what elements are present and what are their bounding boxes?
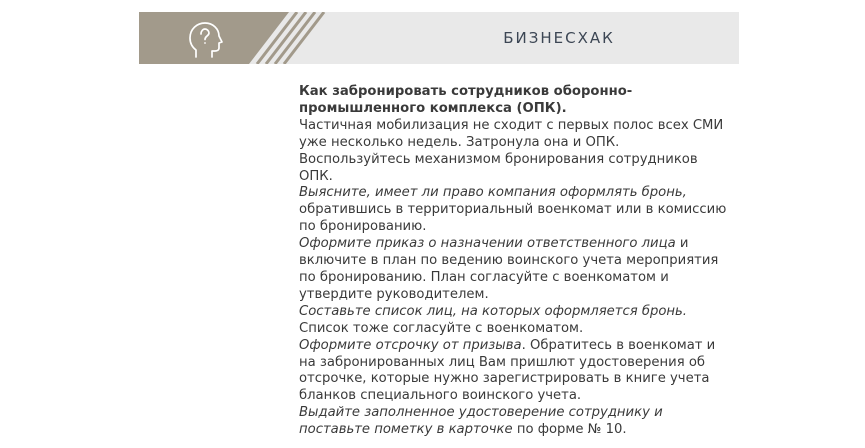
article-step [299, 185, 729, 236]
banner-panel [139, 12, 289, 64]
step-text: обратившись в территориальный военкомат или в комиссию по бронированию. [299, 202, 727, 235]
step-lead: Оформите отсрочку от призыва [299, 337, 522, 353]
step-lead: Составьте список лиц, на которых оформляется бронь. [299, 303, 687, 319]
article-step [299, 338, 729, 406]
step-lead: Оформите приказ о назначении ответственного лица [299, 236, 676, 252]
step-text: Список тоже согласуйте с военкоматом. [299, 320, 584, 336]
header-banner [139, 12, 739, 64]
article-step [299, 304, 729, 338]
article [299, 84, 729, 439]
step-text: и включите в план по ведению воинского учета мероприятия по бронированию. План согласуйте с военкоматом и утвердите руководителем. [299, 236, 719, 302]
step-lead: Выясните, имеет ли право компания оформлять бронь, [299, 185, 687, 201]
step-text: . Обратитесь в военкомат и на забронированных лиц Вам пришлют удостоверения об отсрочке, которые нужно зарегистрировать в книге учета бланков специального воинского учета. [299, 337, 716, 404]
step-text: по форме № 10. [512, 422, 627, 438]
article-intro: Частичная мобилизация не сходит с первых полос всех СМИ уже несколько недель. Затронула она и ОПК. Воспользуйтесь механизмом бронирования сотрудников ОПК. [299, 117, 724, 184]
step-lead: Выдайте заполненное удостоверение сотруднику и поставьте пометку в карточке [299, 405, 663, 438]
article-heading: Как забронировать сотрудников оборонно-промышленного комплекса (ОПК). [299, 84, 633, 116]
article-step [299, 236, 729, 304]
article-step [299, 405, 729, 439]
banner-title: БИЗНЕСХАК [503, 29, 615, 47]
